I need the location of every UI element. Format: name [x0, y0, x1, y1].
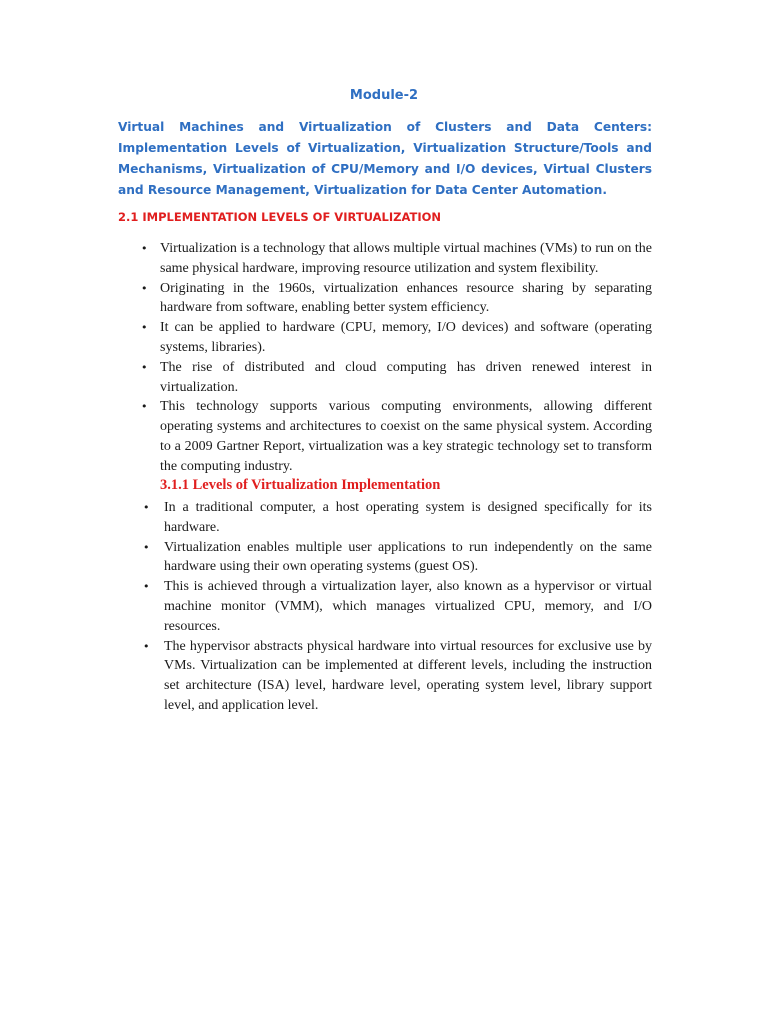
list-item: [141, 318, 652, 358]
bullet-icon: •: [143, 501, 150, 514]
bullet-icon: •: [141, 360, 148, 374]
list-item-text: Virtualization is a technology that allows multiple virtual machines (VMs) to run on the same physical hardware, improving resource utilization and system flexibility.: [160, 241, 652, 276]
bullet-icon: •: [141, 400, 148, 414]
list-item: [141, 358, 652, 398]
section-bullet-list: [141, 239, 652, 477]
bullet-icon: •: [141, 281, 148, 295]
list-item-text: Virtualization enables multiple user applications to run independently on the same hardware using their own operating systems (guest OS).: [164, 539, 652, 575]
bullet-icon: •: [143, 540, 150, 554]
list-item: [143, 637, 652, 716]
list-item-text: This technology supports various computing environments, allowing different operating systems and architectures to coexist on the same physical system. According to a 2009 Gartner Report, virtualization was a key strategic technology set to transform the computing industry.: [160, 399, 652, 474]
list-item-text: The hypervisor abstracts physical hardware into virtual resources for exclusive use by VMs. Virtualization can be implemented at different levels, including the instruction set architecture (ISA) level, hardware level, operating system level, library support level, and application level.: [164, 638, 652, 713]
list-item-text: The rise of distributed and cloud computing has driven renewed interest in virtualization.: [160, 359, 652, 395]
section-heading: 2.1 IMPLEMENTATION LEVELS OF VIRTUALIZATION: [118, 210, 442, 224]
list-item: [141, 279, 652, 319]
list-item: [143, 538, 652, 578]
list-item-text: It can be applied to hardware (CPU, memory, I/O devices) and software (operating systems, libraries).: [160, 320, 652, 355]
list-item-text: This is achieved through a virtualization layer, also known as a hypervisor or virtual machine monitor (VMM), which manages virtualized CPU, memory, and I/O resources.: [164, 579, 652, 634]
subsection-heading: 3.1.1 Levels of Virtualization Implementation: [160, 477, 441, 493]
list-item-text: In a traditional computer, a host operating system is designed specifically for its hardware.: [164, 500, 652, 535]
list-item: [141, 239, 652, 279]
bullet-icon: •: [141, 242, 148, 255]
bullet-icon: •: [143, 580, 150, 594]
list-item: [141, 397, 652, 476]
list-item-text: Originating in the 1960s, virtualization enhances resource sharing by separating hardware from software, enabling better system efficiency.: [160, 280, 652, 316]
bullet-icon: •: [141, 321, 148, 335]
list-item: [143, 577, 652, 636]
list-item: [143, 498, 652, 538]
subsection-bullet-list: [143, 498, 652, 716]
module-description: Virtual Machines and Virtualization of Clusters and Data Centers: Implementation Levels of Virtualization, Virtualization Structure/Tools and Mechanisms, Virtualization of CPU/Memory and I/O devices, Virtual Clusters and Resource Management, Virtualization for Data Center Automation.: [118, 120, 652, 197]
bullet-icon: •: [143, 639, 150, 653]
module-title: Module-2: [349, 88, 419, 103]
